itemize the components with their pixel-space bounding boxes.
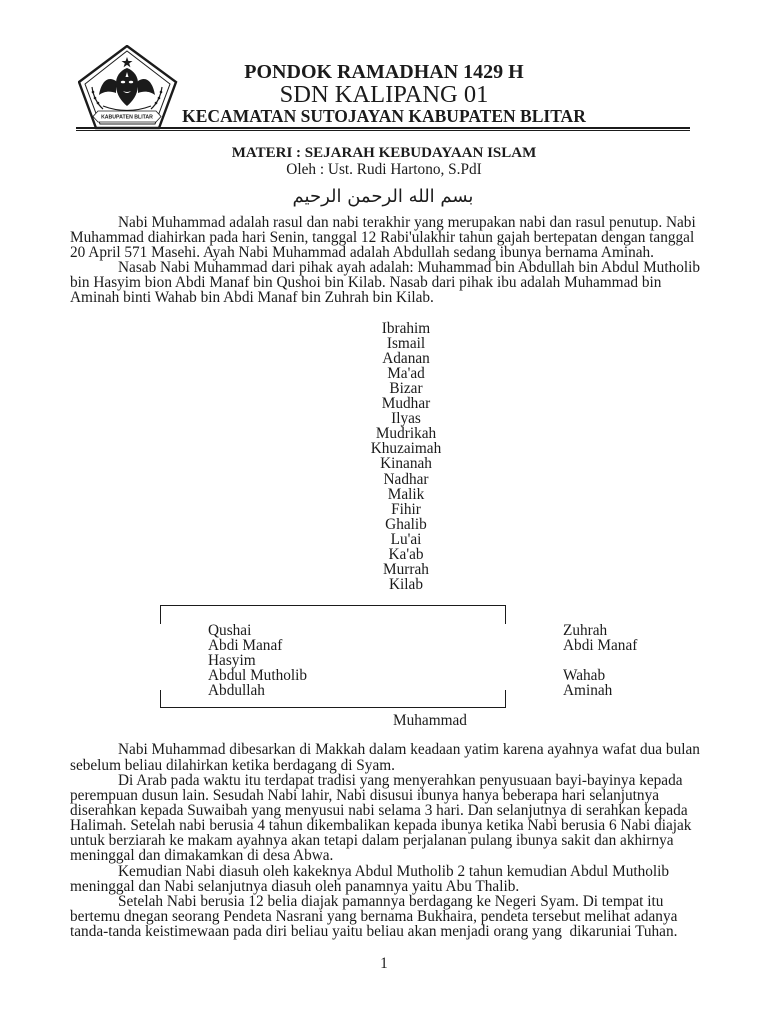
text-line: bin Hasyim bion Abdi Manaf bin Qushoi bin Kilab. Nasab dari pihak ibu adalah Muhammad bin xyxy=(70,274,662,292)
materi-title: MATERI : SEJARAH KEBUDAYAAN ISLAM xyxy=(231,145,537,161)
text-line: 20 April 571 Masehi. Ayah Nabi Muhammad adalah Abdullah sedang ibunya bernama Aminah. xyxy=(70,243,655,261)
text-line: Aminah binti Wahab bin Abdi Manaf bin Zuhrah bin Kilab. xyxy=(70,289,434,307)
father-side-list xyxy=(208,623,307,698)
text-line: Muhammad diahirkan pada hari Senin, tanggal 12 Rabi'ulakhir tahun gajah bertepatan dengan tanggal xyxy=(70,228,695,246)
father-side-name: Qushai xyxy=(208,621,252,639)
mother-side-list xyxy=(563,623,637,698)
materi-author: Oleh : Ust. Rudi Hartono, S.PdI xyxy=(286,161,482,178)
text-line: untuk berziarah ke makam ayahnya akan tetapi dalam perjalanan pulang ibunya sakit dan akhirnya xyxy=(70,832,674,850)
text-line: Nabi Muhammad adalah rasul dan nabi terakhir yang merupakan nabi dan rasul penutup. Nabi xyxy=(118,213,696,231)
father-side-name: Hasyim xyxy=(208,651,256,669)
paragraph xyxy=(70,215,700,260)
text-line: meninggal dan dimakamkan di desa Abwa. xyxy=(70,847,334,865)
ancestor-name: Ma'ad xyxy=(387,364,425,382)
school-name: SDN KALIPANG 01 xyxy=(279,81,489,108)
mother-side-name: Zuhrah xyxy=(563,621,608,639)
mother-side-name: Wahab xyxy=(563,666,606,684)
empty-row xyxy=(563,653,637,668)
mother-side-name: Aminah xyxy=(563,681,613,699)
paragraph xyxy=(70,773,700,864)
ancestor-name: Kinanah xyxy=(380,455,432,473)
text-line: diserahkan kepada Suwaibah yang menyusui nabi selama 3 hari. Dan selanjutnya di serahkan kepada xyxy=(70,801,688,819)
ancestor-name: Fihir xyxy=(391,500,421,518)
text-line: Di Arab pada waktu itu terdapat tradisi yang menyerahkan penyusuaan bayi-bayinya kepada xyxy=(118,771,683,789)
ancestor-name: Kilab xyxy=(389,576,423,594)
ancestor-name: Adanan xyxy=(382,349,430,367)
basmalah: بسم الله الرحمن الرحيم xyxy=(292,186,474,207)
ancestor-name: Khuzaimah xyxy=(370,440,442,458)
father-side-name: Abdul Mutholib xyxy=(208,666,308,684)
ancestor-name: Nadhar xyxy=(383,470,429,488)
father-side-name: Abdullah xyxy=(208,681,265,699)
district-name: KECAMATAN SUTOJAYAN KABUPATEN BLITAR xyxy=(182,106,586,126)
text-line: tanda-tanda keistimewaan pada diri beliau yaitu beliau akan menjadi orang yang dikaruniai Tuhan. xyxy=(70,923,678,941)
lineage-child: Muhammad xyxy=(393,711,467,729)
ancestor-name: Murrah xyxy=(383,561,429,579)
text-line: Setelah Nabi berusia 12 belia diajak pamannya berdagang ke Negeri Syam. Di tempat itu xyxy=(118,892,664,910)
ancestor-name: Malik xyxy=(387,485,425,503)
text-line: bertemu dnegan seorang Pendeta Nasrani yang bernama Bukhaira, pendeta tersebut melihat adanya xyxy=(70,907,678,925)
intro-text xyxy=(70,215,700,306)
page-number: 1 xyxy=(380,955,388,972)
ancestor-name: Ilyas xyxy=(391,410,421,428)
ancestor-name: Ibrahim xyxy=(381,319,431,337)
text-line: meninggal dan Nabi selanjutnya diasuh oleh panamnya yaitu Abu Thalib. xyxy=(70,877,520,895)
paragraph xyxy=(70,894,700,939)
ancestor-name: Ghalib xyxy=(385,515,427,533)
event-title: PONDOK RAMADHAN 1429 H xyxy=(244,61,524,83)
text-line: Nabi Muhammad dibesarkan di Makkah dalam keadaan yatim karena ayahnya wafat dua bulan xyxy=(118,741,700,759)
ancestor-name: Ismail xyxy=(386,334,426,352)
logo-banner-text: KABUPATEN BLITAR xyxy=(101,114,153,121)
ancestor-name: Ka'ab xyxy=(388,546,424,564)
text-line: Halimah. Setelah nabi berusia 4 tahun dikembalikan kepada ibunya ketika Nabi berusia 6 Nabi diajak xyxy=(70,817,692,835)
text-line: sebelum beliau dilahirkan ketika berdagang di Syam. xyxy=(70,756,395,774)
ancestor-name: Bizar xyxy=(389,379,423,397)
ancestor-name: Mudrikah xyxy=(375,425,437,443)
header-divider xyxy=(76,127,690,131)
father-side-name: Abdi Manaf xyxy=(208,636,283,654)
ancestor-list xyxy=(306,321,506,593)
text-line: Kemudian Nabi diasuh oleh kakeknya Abdul Mutholib 2 tahun kemudian Abdul Mutholib xyxy=(118,862,670,880)
body-text xyxy=(70,742,700,939)
text-line: Nasab Nabi Muhammad dari pihak ayah adalah: Muhammad bin Abdullah bin Abdul Mutholib xyxy=(118,258,701,276)
paragraph xyxy=(70,260,700,305)
ancestor-name: Lu'ai xyxy=(390,531,422,549)
mother-side-name: Abdi Manaf xyxy=(563,636,638,654)
paragraph xyxy=(70,742,700,772)
paragraph xyxy=(70,864,700,894)
ancestor-name: Mudhar xyxy=(381,395,431,413)
text-line: perempuan dusun lain. Sesudah Nabi lahir, Nabi disusui ibunya hanya beberapa hari selanjutnya xyxy=(70,786,660,804)
